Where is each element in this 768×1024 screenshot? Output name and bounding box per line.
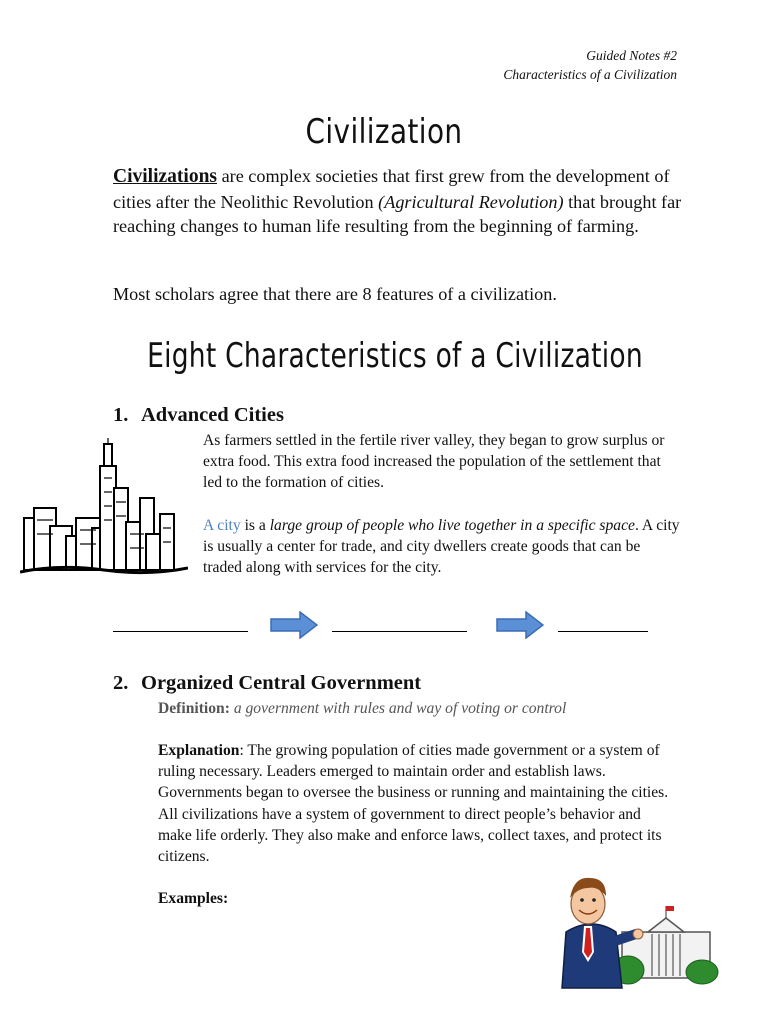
section-2-number: 2. [113,672,129,694]
intro-part-1: are complex societies that first grew from the development of cities after the Neolithic Revolution [113,166,670,212]
fill-in-blank-3[interactable] [558,631,648,632]
section-2-title: Organized Central Government [141,672,422,694]
scholars-sentence: Most scholars agree that there are 8 features of a civilization. [113,284,557,304]
city-rest: . A city is usually a center for trade, and city dwellers create goods that can be traded along with services for the city. [203,517,680,577]
section-1-city-paragraph [203,515,683,579]
definition-line [158,698,678,719]
explanation-label: Explanation [158,742,240,759]
section-1-heading [113,404,284,427]
city-is: is a [240,517,270,534]
intro-paragraph [113,164,683,239]
civilizations-term: Civilizations [113,166,218,187]
section-2-heading [113,672,421,695]
fill-in-blank-2[interactable] [332,631,467,632]
definition-label: Definition: [158,700,230,717]
explanation-text: : The growing population of cities made government or a system of ruling necessary. Leaders emerged to maintain order and establish laws. Governments began to oversee the business or running and maintaining the cities. All civilizations have a system of government to direct people’s behavior and make life orderly. They also make and enforce laws, collect taxes, and protect its citizens. [158,742,669,866]
page-title: Civilization [305,112,463,152]
section-1-paragraph: As farmers settled in the fertile river valley, they began to grow surplus or extra food. This extra food increased the population of the settlement that led to the formation of cities. [203,432,665,492]
section-subtitle: Eight Characteristics of a Civilization [147,336,643,376]
examples-label: Examples: [158,890,229,907]
intro-part-2: that brought far reaching changes to human life resulting from the beginning of farming. [113,191,682,237]
right-arrow-icon [496,611,544,639]
right-arrow-icon [270,611,318,639]
definition-text: a government with rules and way of voting or control [233,700,567,717]
city-term: A city [203,517,241,534]
explanation-paragraph [158,740,678,867]
city-definition: large group of people who live together in a specific space [269,517,635,534]
politician-white-house-image [552,872,722,990]
fill-in-blank-1[interactable] [113,631,248,632]
header-line-2: Characteristics of a Civilization [503,67,677,82]
header-notes [503,46,677,84]
section-1-number: 1. [113,404,129,426]
city-skyline-image [20,438,188,576]
intro-parenthetical: (Agricultural Revolution) [378,191,564,212]
header-line-1: Guided Notes #2 [586,48,677,63]
section-1-title: Advanced Cities [141,404,284,426]
